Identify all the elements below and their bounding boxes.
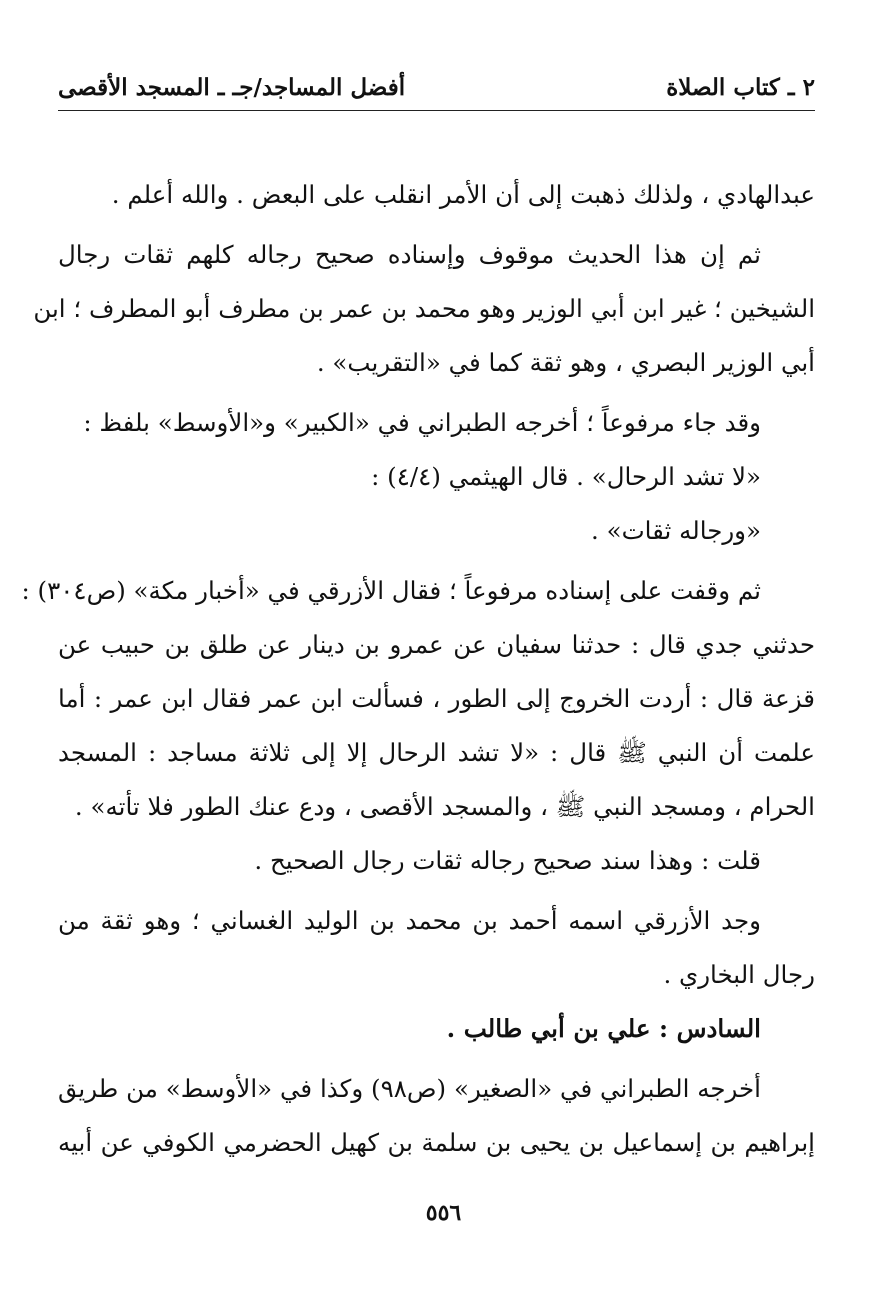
- text-line: وقد جاء مرفوعاً ؛ أخرجه الطبراني في «الكبير» و«الأوسط» بلفظ :: [83, 408, 761, 437]
- text-line: قلت : وهذا سند صحيح رجاله ثقات رجال الصحيح .: [254, 846, 761, 875]
- text-line: علمت أن النبي ﷺ قال : «لا تشد الرحال إلا إلى ثلاثة مساجد : المسجد: [58, 738, 815, 767]
- header-rule: [58, 110, 815, 111]
- text-line: وجد الأزرقي اسمه أحمد بن محمد بن الوليد الغساني ؛ وهو ثقة من: [58, 906, 761, 935]
- section-title: أفضل المساجد/جـ ـ المسجد الأقصى: [58, 74, 406, 101]
- text-line: الحرام ، ومسجد النبي ﷺ ، والمسجد الأقصى ، ودع عنك الطور فلا تأته» .: [74, 792, 815, 821]
- text-line: حدثني جدي قال : حدثنا سفيان عن عمرو بن دينار عن طلق بن حبيب عن: [58, 630, 815, 659]
- section-heading: السادس : علي بن أبي طالب .: [446, 1014, 761, 1043]
- text-line: عبدالهادي ، ولذلك ذهبت إلى أن الأمر انقلب على البعض . والله أعلم .: [111, 180, 815, 209]
- text-line: قزعة قال : أردت الخروج إلى الطور ، فسألت ابن عمر فقال ابن عمر : أما: [58, 684, 815, 713]
- running-header: [58, 66, 815, 110]
- text-line: أخرجه الطبراني في «الصغير» (ص٩٨) وكذا في «الأوسط» من طريق: [58, 1074, 761, 1103]
- text-line: «ورجاله ثقات» .: [591, 516, 761, 545]
- text-line: ثم وقفت على إسناده مرفوعاً ؛ فقال الأزرقي في «أخبار مكة» (ص٣٠٤) :: [21, 576, 761, 605]
- text-line: ثم إن هذا الحديث موقوف وإسناده صحيح رجاله كلهم ثقات رجال: [58, 240, 761, 269]
- text-line: رجال البخاري .: [663, 960, 815, 989]
- text-line: الشيخين ؛ غير ابن أبي الوزير وهو محمد بن عمر بن مطرف أبو المطرف ؛ ابن: [33, 294, 815, 323]
- text-line: «لا تشد الرحال» . قال الهيثمي (٤/٤) :: [371, 462, 761, 491]
- page-number: ٥٥٦: [425, 1200, 462, 1226]
- page-body: [21, 168, 815, 1170]
- text-line: إبراهيم بن إسماعيل بن يحيى بن سلمة بن كهيل الحضرمي الكوفي عن أبيه: [58, 1128, 815, 1157]
- text-line: أبي الوزير البصري ، وهو ثقة كما في «التقريب» .: [316, 348, 815, 377]
- chapter-title: ٢ ـ كتاب الصلاة: [666, 74, 815, 101]
